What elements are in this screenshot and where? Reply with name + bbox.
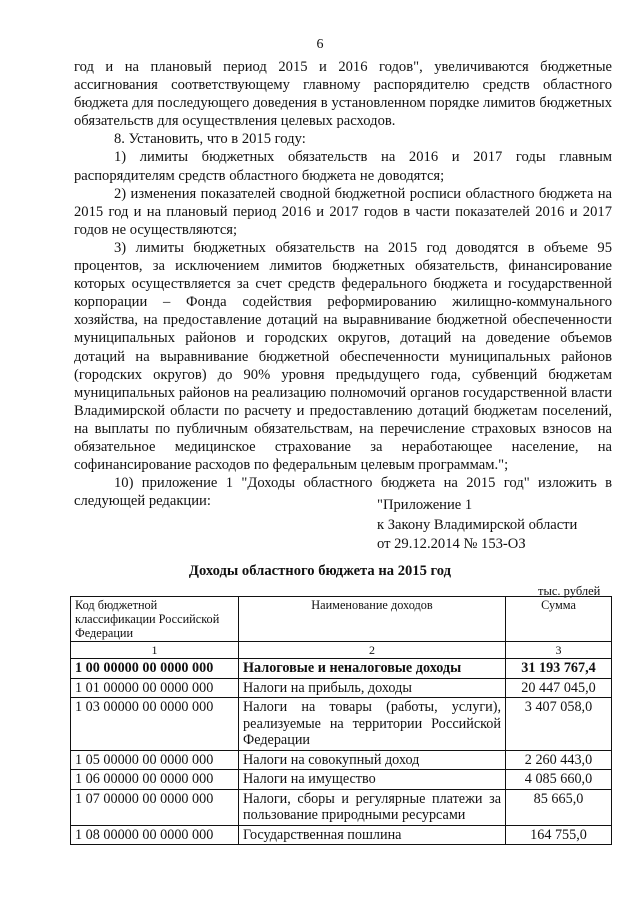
- table-row: [71, 825, 612, 845]
- table-row: [71, 678, 612, 698]
- units-label: тыс. рублей: [538, 584, 601, 598]
- table-row: [71, 750, 612, 770]
- row-name: Налоги на товары (работы, услуги), реализуемые на территории Российской Федерации: [239, 698, 506, 751]
- row-amount: 164 755,0: [506, 825, 612, 845]
- row-amount: 20 447 045,0: [506, 678, 612, 698]
- table-row: [71, 698, 612, 751]
- table-row: [71, 770, 612, 790]
- row-code: 1 00 00000 00 0000 000: [71, 659, 239, 679]
- row-code: 1 08 00000 00 0000 000: [71, 825, 239, 845]
- row-code: 1 07 00000 00 0000 000: [71, 789, 239, 825]
- column-number: 2: [239, 642, 506, 659]
- row-amount: 2 260 443,0: [506, 750, 612, 770]
- paragraph-item-8: 8. Установить, что в 2015 году:: [114, 131, 306, 148]
- revenue-table: [70, 596, 612, 845]
- row-code: 1 05 00000 00 0000 000: [71, 750, 239, 770]
- header-amount: Сумма: [506, 597, 612, 642]
- appendix-line: "Приложение 1: [377, 497, 473, 513]
- table-title: Доходы областного бюджета на 2015 год: [188, 563, 452, 579]
- row-amount: 85 665,0: [506, 789, 612, 825]
- table-row: [71, 789, 612, 825]
- appendix-line: от 29.12.2014 № 153-ОЗ: [377, 536, 526, 552]
- row-name: Государственная пошлина: [239, 825, 506, 845]
- header-code: Код бюджетной классификации Российской Федерации: [71, 597, 239, 642]
- paragraph-subitem-1: 1) лимиты бюджетных обязательств на 2016 и 2017 годы главным распорядителям средств областного бюджета не доводятся;: [74, 149, 612, 184]
- column-number: 1: [71, 642, 239, 659]
- row-code: 1 03 00000 00 0000 000: [71, 698, 239, 751]
- row-name: Налоги, сборы и регулярные платежи за пользование природными ресурсами: [239, 789, 506, 825]
- column-number-row: [71, 642, 612, 659]
- page-number: 6: [316, 37, 324, 52]
- appendix-reference: [377, 496, 577, 555]
- column-number: 3: [506, 642, 612, 659]
- row-code: 1 01 00000 00 0000 000: [71, 678, 239, 698]
- row-name: Налоги на прибыль, доходы: [239, 678, 506, 698]
- row-name: Налоговые и неналоговые доходы: [239, 659, 506, 679]
- body-text: [74, 58, 612, 510]
- table-row: [71, 659, 612, 679]
- appendix-line: к Закону Владимирской области: [377, 516, 578, 533]
- row-name: Налоги на имущество: [239, 770, 506, 790]
- paragraph-subitem-3: 3) лимиты бюджетных обязательств на 2015 год доводятся в объеме 95 процентов, за исключением лимитов бюджетных обязательств, финансирование которых осуществляется за счет средств федерального бюджета и государственной корпорации – Фонда содействия реформированию жилищно-коммунального хозяйства, на предоставление дотаций на выравнивание бюджетной обеспеченности муниципальных районов и городских округов, дотаций на доведение объемов дотаций на выравнивание бюджетной обеспеченности муниципальных районов (городских округов) до 90% уровня предыдущего года, субвенций бюджетам муниципальных районов на реализацию полномочий органов государственной власти Владимирской области по расчету и предоставлению дотаций бюджетам поселений, на выплаты по публичным обязательствам, на перечисление страховых взносов на обязательное медицинское страхование за неработающее население, на софинансирование расходов по федеральным целевым программам.";: [74, 239, 612, 474]
- header-name: Наименование доходов: [239, 597, 506, 642]
- paragraph-subitem-2: 2) изменения показателей сводной бюджетной росписи областного бюджета на 2015 год и на плановый период 2016 и 2017 годов в части показателей 2016 и 2017 годов не осуществляются;: [74, 185, 612, 238]
- row-name: Налоги на совокупный доход: [239, 750, 506, 770]
- row-code: 1 06 00000 00 0000 000: [71, 770, 239, 790]
- paragraph-item-10: 10) приложение 1 "Доходы областного бюджета на 2015 год" изложить в следующей редакции:: [74, 475, 612, 510]
- row-amount: 31 193 767,4: [506, 659, 612, 679]
- row-amount: 4 085 660,0: [506, 770, 612, 790]
- row-amount: 3 407 058,0: [506, 698, 612, 751]
- table-header-row: [71, 597, 612, 642]
- paragraph-continuation: год и на плановый период 2015 и 2016 годов", увеличиваются бюджетные ассигнования соответствующему главному распорядителю средств областного бюджета для последующего доведения в установленном порядке лимитов бюджетных обязательств для осуществления целевых расходов.: [74, 59, 612, 130]
